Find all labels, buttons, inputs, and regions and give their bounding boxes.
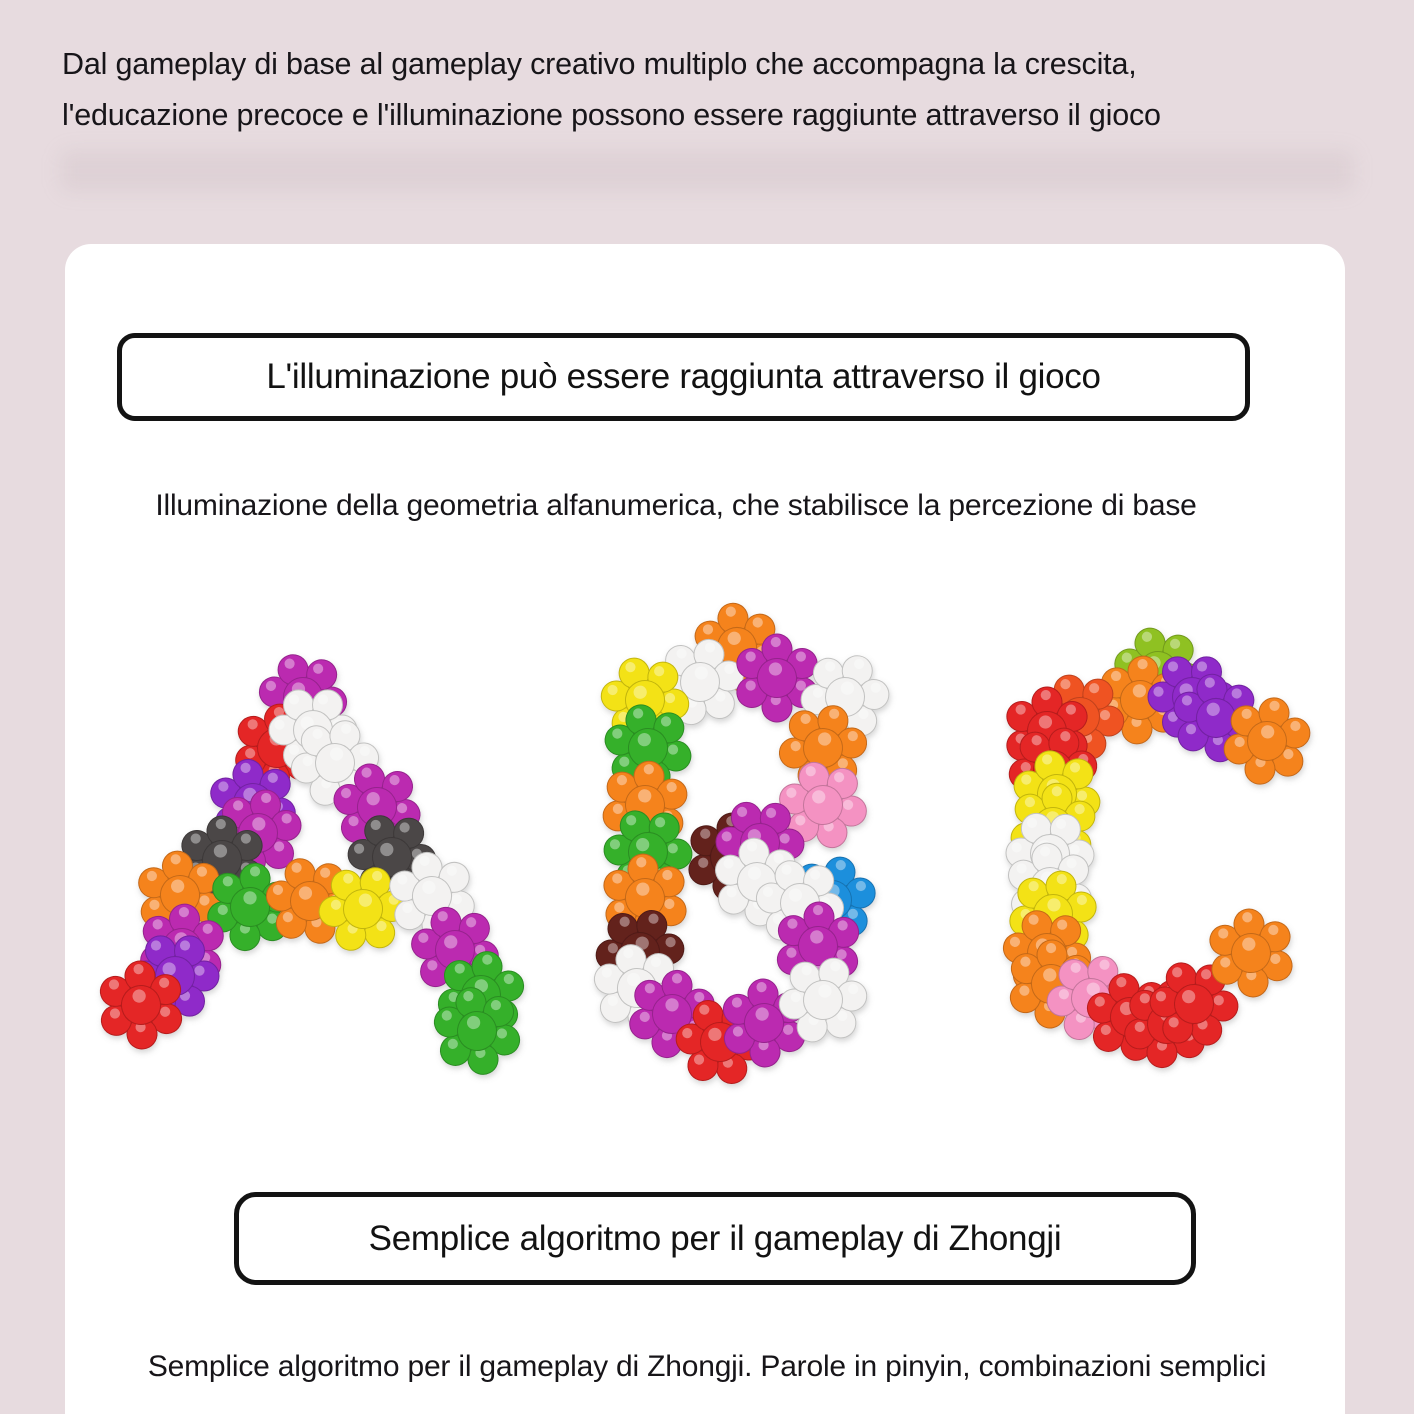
banner-text-illumination: L'illuminazione può essere raggiunta attraverso il gioco	[266, 357, 1101, 396]
faded-text-artifact	[60, 150, 1354, 192]
banner-box-illumination	[117, 333, 1250, 421]
subtitle-algorithm: Semplice algoritmo per il gameplay di Zhongji. Parole in pinyin, combinazioni semplici	[147, 1350, 1267, 1383]
intro-text-line-1: Dal gameplay di base al gameplay creativo multiplo che accompagna la crescita,	[62, 47, 1137, 81]
banner-box-algorithm	[234, 1192, 1196, 1285]
subtitle-illumination: Illuminazione della geometria alfanumerica, che stabilisce la percezione di base	[155, 489, 1197, 522]
intro-text-line-2: l'educazione precoce e l'illuminazione possono essere raggiunte attraverso il gioco	[62, 98, 1161, 132]
banner-text-algorithm: Semplice algoritmo per il gameplay di Zhongji	[368, 1218, 1062, 1258]
